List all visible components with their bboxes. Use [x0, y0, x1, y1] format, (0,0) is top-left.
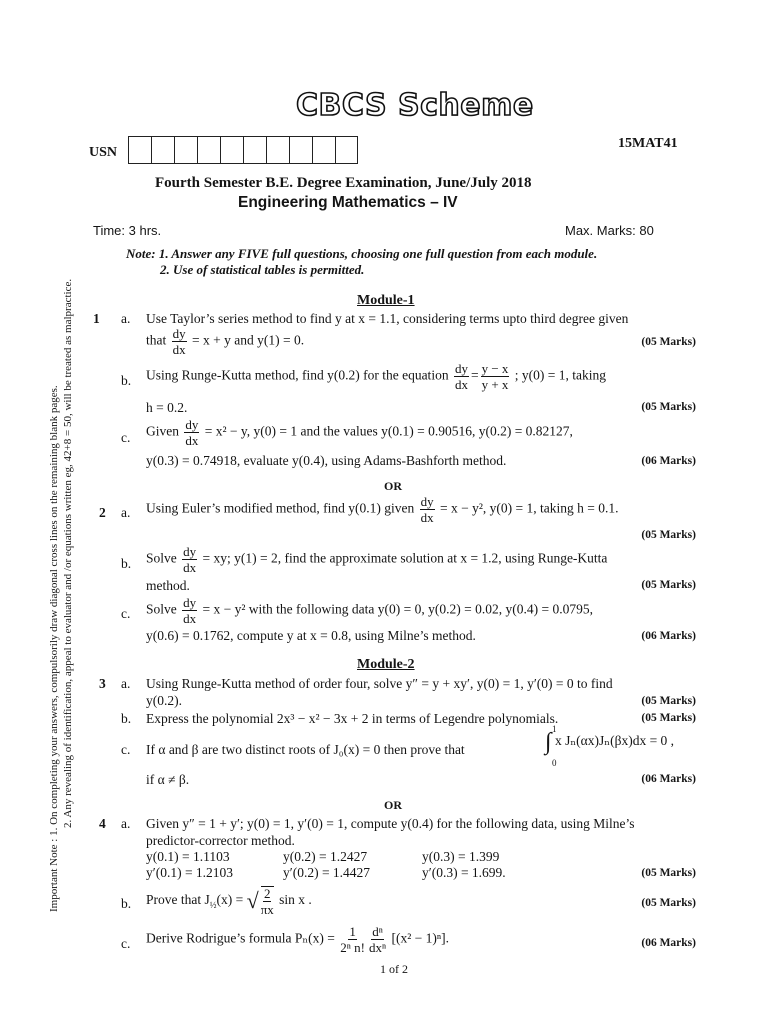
q2b-text [146, 545, 607, 574]
usn-box[interactable] [266, 136, 289, 164]
q4c-coeff [340, 925, 365, 954]
q4a-data-yp2: y′(0.2) = 1.4427 [283, 865, 371, 880]
q3a-marks: (05 Marks) [641, 695, 696, 707]
usn-box[interactable] [174, 136, 197, 164]
q2c-solve: Solve [146, 601, 177, 617]
q4a-data-y2: y(0.2) = 1.2427 [283, 849, 368, 864]
q1c-given: Given [146, 423, 179, 439]
usn-box[interactable] [128, 136, 151, 164]
q3c-text: If α and β are two distinct roots of J₀(x) = 0 then prove that [146, 742, 465, 757]
q1c-label: c. [121, 430, 131, 445]
q1b-num: y − x [481, 361, 509, 376]
q4c-tail: [(x² − 1)ⁿ]. [391, 930, 449, 946]
q3c-integrand: x Jₙ(αx)Jₙ(βx)dx = 0 , [554, 733, 675, 749]
q4a-data-y1: y(0.1) = 1.1103 [146, 849, 230, 864]
q2c-marks: (06 Marks) [641, 630, 696, 642]
q4a-data-yp1: y′(0.1) = 1.2103 [146, 865, 234, 880]
side-note-line-2: 2. Any revealing of identification, appeal to evaluator and /or equations written eg, 42+8 = 50, will be treated as malpractice. [62, 278, 74, 828]
q2c-equation: = x − y² with the following data y(0) = 0, y(0.2) = 0.02, y(0.4) = 0.0795, [202, 601, 593, 617]
q3-number: 3 [99, 676, 106, 691]
or-divider-1: OR [384, 479, 402, 493]
usn-box[interactable] [151, 136, 174, 164]
q3c-integral [545, 730, 674, 754]
q4b-order: ½ [209, 899, 217, 910]
q2c-line-2: y(0.6) = 0.1762, compute y at x = 0.8, using Milne’s method. [146, 628, 476, 643]
usn-boxes [128, 136, 358, 164]
q1b-rhs [481, 362, 510, 391]
sqrt-icon: √ [246, 888, 259, 913]
q4a-label: a. [121, 816, 131, 831]
exam-title: Fourth Semester B.E. Degree Examination, June/July 2018 [155, 175, 532, 191]
q4b-num: 2 [263, 886, 271, 901]
q1a-that: that [146, 332, 167, 348]
q3a-label: a. [121, 676, 131, 691]
q2a-label: a. [121, 505, 131, 520]
q3a-line-2: y(0.2). [146, 693, 182, 708]
q3a-text: Using Runge-Kutta method of order four, solve y″ = y + xy′, y(0) = 1, y′(0) = 0 to find [146, 676, 613, 691]
q1c-equation: = x² − y, y(0) = 1 and the values y(0.1) = 0.90516, y(0.2) = 0.82127, [204, 423, 573, 439]
q2a-derivative [420, 495, 435, 524]
side-note-line-1: Important Note : 1. On completing your answers, compulsorily draw diagonal cross lines on the remaining blank pages. [48, 385, 60, 912]
q2b-label: b. [121, 556, 132, 571]
usn-box[interactable] [335, 136, 358, 164]
q4b-tail: sin x . [279, 892, 312, 908]
q4a-line-2: predictor-corrector method. [146, 833, 295, 848]
q1b-text: Using Runge-Kutta method, find y(0.2) for the equation $\frac{dy}{dx}$ = $\frac{y - x}{y + x}$ ; y(0) = 1, taking [146, 361, 607, 392]
q1c-marks: (06 Marks) [641, 455, 696, 467]
dy: dy [183, 595, 197, 610]
q1b-label: b. [121, 373, 132, 388]
q4a-text: Given y″ = 1 + y′; y(0) = 1, y′(0) = 1, compute y(0.4) for the following data, using Milne’s [146, 816, 635, 831]
usn-box[interactable] [312, 136, 335, 164]
subject-title: Engineering Mathematics – IV [238, 194, 458, 211]
usn-box[interactable] [289, 136, 312, 164]
q4b-label: b. [121, 896, 132, 911]
q4c-text [146, 925, 449, 954]
q4b-intro: Prove that J [146, 892, 210, 908]
cbcs-scheme-logo: CBCS Scheme [296, 88, 534, 123]
q2b-line-2: method. [146, 578, 190, 593]
q1a-eq-tail: = x + y and y(1) = 0. [192, 332, 305, 348]
usn-box[interactable] [243, 136, 266, 164]
q4b-fraction [261, 886, 274, 916]
q1c-text [146, 418, 573, 447]
usn-box[interactable] [220, 136, 243, 164]
q2b-derivative [182, 545, 197, 574]
q1b-marks: (05 Marks) [641, 401, 696, 413]
q1b-den: y + x [481, 377, 509, 392]
q3c-marks: (06 Marks) [641, 773, 696, 785]
q4a-data-y3: y(0.3) = 1.399 [422, 849, 500, 864]
q2a-equation: = x − y², y(0) = 1, taking h = 0.1. [439, 500, 619, 516]
q3b-text: Express the polynomial 2x³ − x² − 3x + 2 in terms of Legendre polynomials. [146, 711, 559, 726]
q3c-line-2: if α ≠ β. [146, 772, 190, 787]
module-1-heading: Module-1 [357, 293, 415, 308]
q3c-label: c. [121, 742, 131, 757]
dy: dy [172, 326, 186, 341]
q4c-derivative [369, 925, 386, 954]
q4c-dxn: dxⁿ [368, 940, 387, 955]
q3c-lower-limit: 0 [552, 758, 557, 768]
q1a-derivative [172, 327, 187, 356]
q2b-equation: = xy; y(1) = 2, find the approximate solution at x = 1.2, using Runge-Kutta [202, 550, 608, 566]
dx: dx [420, 510, 434, 525]
dx: dx [454, 377, 468, 392]
q4c-label: c. [121, 936, 131, 951]
q4-number: 4 [99, 816, 106, 831]
dx: dx [172, 342, 186, 357]
dx: dx [183, 611, 197, 626]
page-number: 1 of 2 [380, 962, 408, 976]
q4b-den: πx [260, 902, 274, 917]
q1c-line-2: y(0.3) = 0.74918, evaluate y(0.4), using Adams-Bashforth method. [146, 453, 507, 468]
q4c-dn: dⁿ [372, 924, 383, 939]
q2-number: 2 [99, 505, 106, 520]
q4a-marks: (05 Marks) [641, 867, 696, 879]
module-2-heading: Module-2 [357, 657, 415, 672]
q1-number: 1 [93, 311, 100, 326]
q4c-intro: Derive Rodrigue’s formula Pₙ(x) = [146, 930, 335, 946]
q1a-text: Use Taylor’s series method to find y at x = 1.1, considering terms upto third degree given [146, 311, 629, 326]
q2b-marks: (05 Marks) [641, 579, 696, 591]
subject-code: 15MAT41 [618, 136, 678, 151]
q2a-intro: Using Euler’s modified method, find y(0.1) given [146, 500, 415, 516]
integral-sign-icon: ∫ [545, 729, 552, 755]
q1b-step: h = 0.2. [146, 400, 188, 415]
q1a-marks: (05 Marks) [641, 336, 696, 348]
q1a-equation [146, 327, 304, 356]
dx: dx [185, 433, 199, 448]
dy: dy [185, 417, 199, 432]
q3b-label: b. [121, 711, 132, 726]
q1b-intro: Using Runge-Kutta method, find y(0.2) for the equation [146, 367, 449, 383]
dy: dy [420, 494, 434, 509]
q3c-upper-limit: 1 [552, 724, 557, 734]
dx: dx [183, 560, 197, 575]
time-allowed: Time: 3 hrs. [93, 223, 162, 238]
note-line-2: 2. Use of statistical tables is permitted. [160, 262, 365, 277]
q4b-eq: (x) = [216, 892, 244, 908]
usn-box[interactable] [197, 136, 220, 164]
q2c-derivative [182, 596, 197, 625]
q1b-tail: ; y(0) = 1, taking [514, 367, 607, 383]
q4c-den: 2ⁿ n! [340, 940, 365, 955]
q2c-text [146, 596, 593, 625]
q1c-derivative [184, 418, 199, 447]
dy: dy [454, 361, 468, 376]
q2a-text [146, 495, 618, 524]
q2c-label: c. [121, 606, 131, 621]
q2a-marks: (05 Marks) [641, 529, 696, 541]
q3b-marks: (05 Marks) [641, 712, 696, 724]
q4c-num: 1 [349, 924, 356, 939]
q4b-text [146, 886, 312, 916]
q4c-marks: (06 Marks) [641, 937, 696, 949]
q1b-derivative [454, 362, 469, 391]
q2b-solve: Solve [146, 550, 177, 566]
q4a-data-yp3: y′(0.3) = 1.699. [422, 865, 506, 880]
or-divider-2: OR [384, 798, 402, 812]
max-marks: Max. Marks: 80 [565, 223, 654, 238]
dy: dy [183, 544, 197, 559]
q1a-label: a. [121, 311, 131, 326]
q4b-marks: (05 Marks) [641, 897, 696, 909]
usn-label: USN [89, 145, 118, 160]
note-line-1: Note: 1. Answer any FIVE full questions, choosing one full question from each module. [126, 246, 598, 261]
